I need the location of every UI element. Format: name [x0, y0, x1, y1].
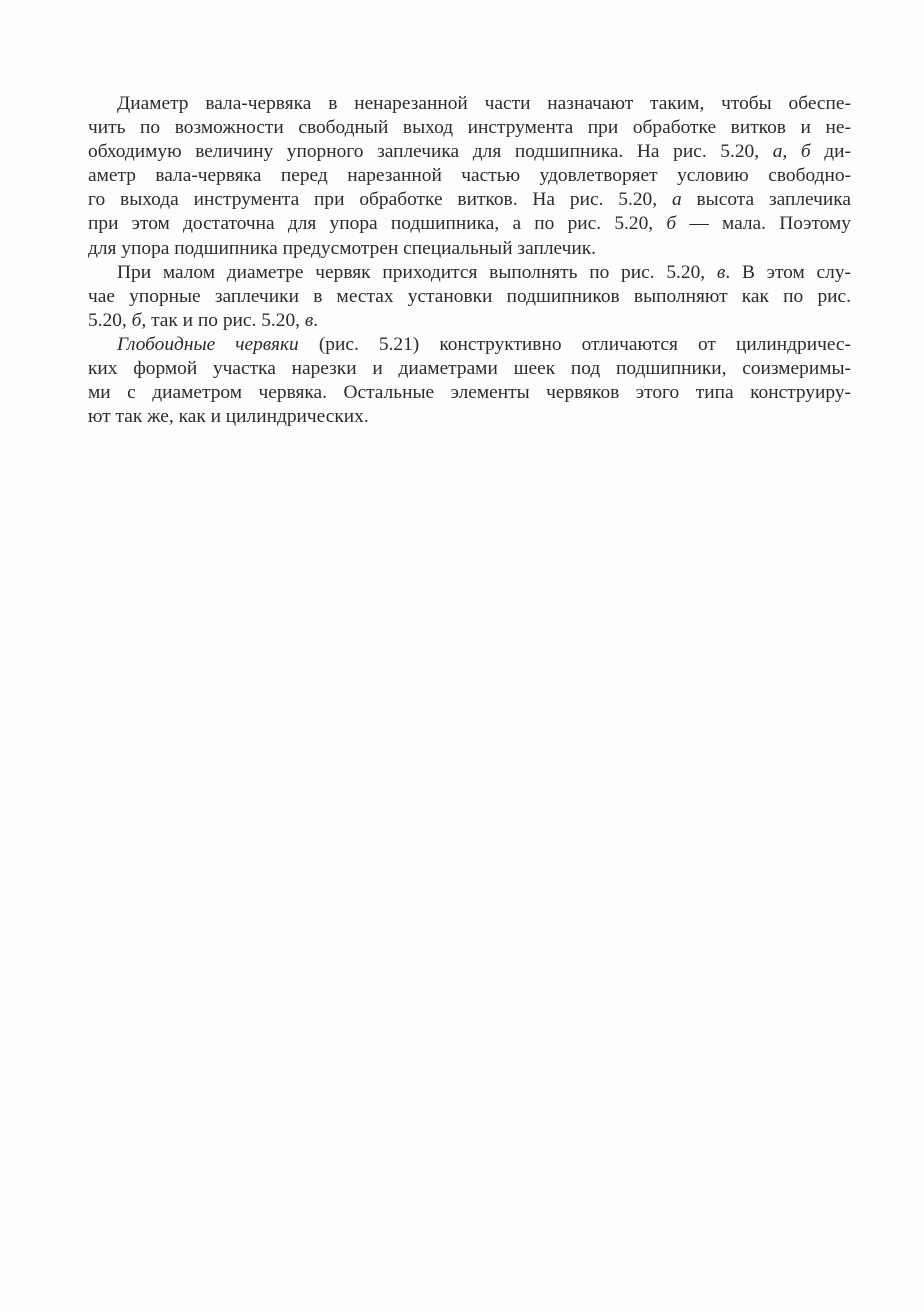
text-segment: для упора подшипника предусмотрен специальный заплечик.: [88, 237, 597, 259]
text-line: [88, 188, 851, 212]
text-segment: чить по возможности свободный выход инструмента при обработке витков и не-: [88, 117, 851, 139]
paragraph-2: [88, 261, 851, 333]
text-segment: Диаметр вала-червяка в ненарезанной части назначают таким, чтобы обеспе-: [117, 93, 851, 114]
italic-text: б: [666, 213, 677, 235]
italic-text: Глобоидные червяки: [117, 333, 299, 355]
text-segment: При малом диаметре червяк приходится выполнять по рис. 5.20,: [117, 261, 717, 283]
text-segment: — мала. Поэтому: [676, 213, 852, 235]
text-segment: обходимую величину упорного заплечика для подшипника. На рис. 5.20,: [88, 141, 773, 163]
text-segment: высота заплечика: [681, 189, 851, 211]
text-line: [88, 309, 851, 333]
italic-text: б: [131, 309, 142, 331]
text-segment: . В этом слу-: [725, 261, 851, 283]
text-line: [88, 212, 851, 236]
text-segment: .: [313, 309, 319, 331]
text-segment: го выхода инструмента при обработке витков. На рис. 5.20,: [88, 189, 672, 211]
text-line: [88, 164, 851, 188]
text-segment: при этом достаточна для упора подшипника, а по рис. 5.20,: [88, 213, 667, 235]
text-segment: , так и по рис. 5.20,: [141, 309, 305, 331]
text-line: [88, 381, 851, 405]
text-line: [88, 116, 851, 140]
text-line: [88, 285, 851, 309]
text-segment: чае упорные заплечики в местах установки подшипников выполняют как по рис.: [88, 285, 851, 307]
text-line: [88, 92, 851, 116]
text-line: [88, 357, 851, 381]
italic-text: в: [716, 261, 726, 283]
paragraph-1: [88, 92, 851, 261]
italic-text: а, б: [772, 141, 811, 163]
text-segment: ют так же, как и цилиндрических.: [88, 406, 369, 428]
text-segment: ких формой участка нарезки и диаметрами шеек под подшипники, соизмеримы-: [88, 358, 851, 380]
paragraph-3: [88, 333, 851, 429]
italic-text: в: [304, 309, 314, 331]
text-line: [88, 237, 851, 261]
text-segment: 5.20,: [88, 309, 132, 331]
text-segment: ми с диаметром червяка. Остальные элементы червяков этого типа конструиру-: [88, 382, 851, 404]
text-segment: ди-: [810, 141, 851, 163]
italic-text: а: [671, 189, 682, 211]
body-text: [88, 92, 851, 429]
text-line: [88, 261, 851, 285]
text-line: [88, 333, 851, 357]
text-segment: (рис. 5.21) конструктивно отличаются от цилиндричес-: [298, 333, 851, 355]
text-line: [88, 405, 851, 429]
text-line: [88, 140, 851, 164]
text-segment: аметр вала-червяка перед нарезанной частью удовлетворяет условию свободно-: [88, 165, 851, 187]
